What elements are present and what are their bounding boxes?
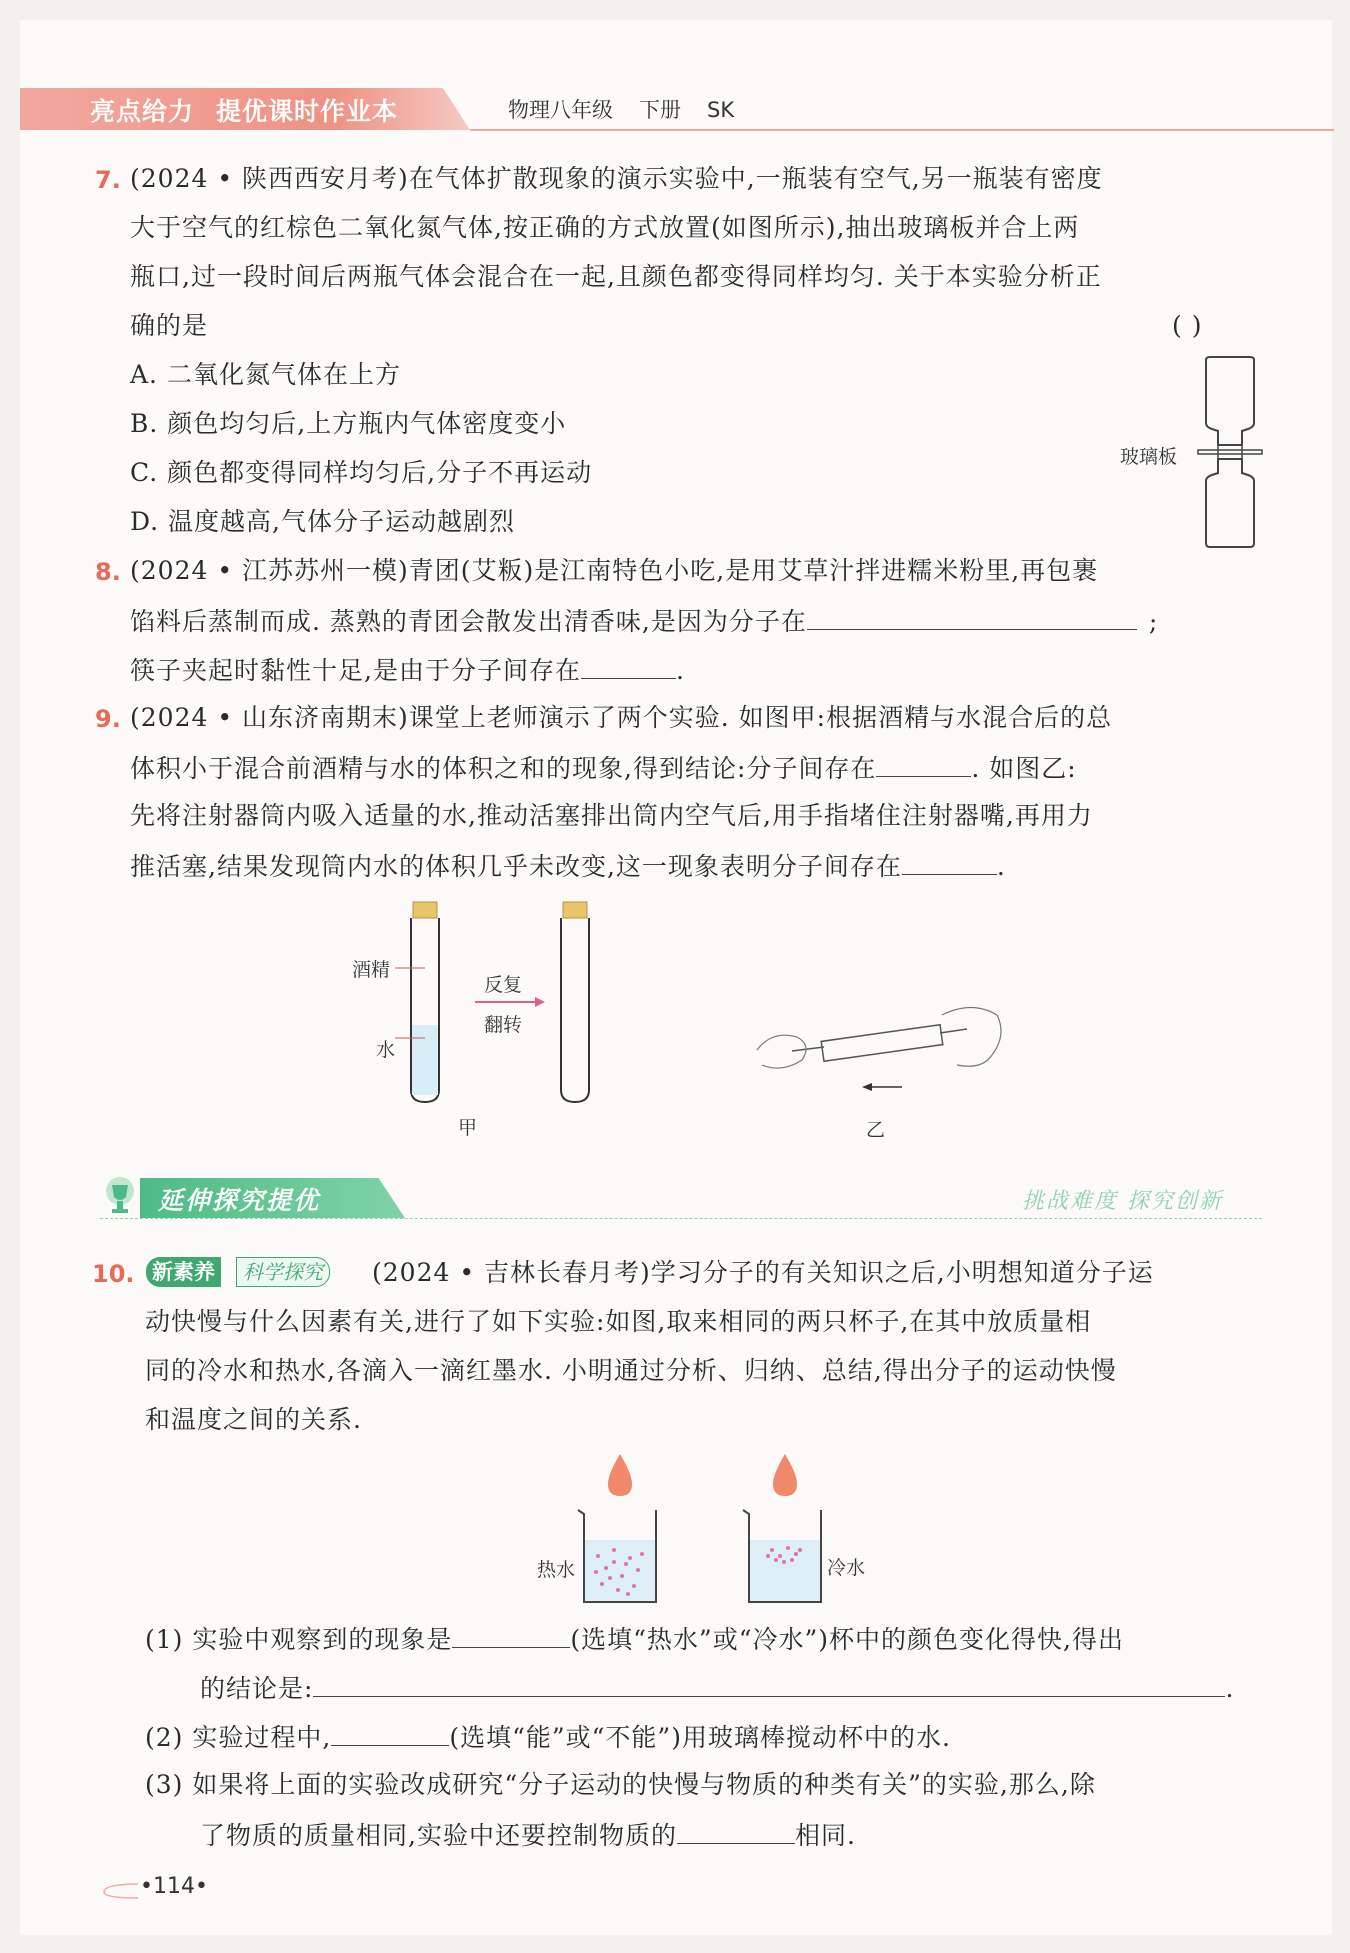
q9-line-3: 先将注射器筒内吸入适量的水,推动活塞排出筒内空气后,用手指堵住注射器嘴,再用力 — [130, 801, 1093, 830]
q10-line-4: 和温度之间的关系. — [145, 1405, 362, 1434]
header-rule — [470, 129, 1334, 131]
cold-water-label: 冷水 — [827, 1557, 866, 1579]
q9-line-4 — [130, 852, 1006, 879]
q7-answer-paren: ( ) — [1172, 311, 1203, 340]
syringe-figure — [752, 995, 1007, 1105]
page-number-ornament — [100, 1880, 140, 1900]
q10-sub1-text-3: 的结论是: — [200, 1674, 314, 1703]
gas-bottles-figure — [1190, 355, 1270, 550]
q10-blank-3[interactable] — [331, 1723, 449, 1746]
hot-water-label: 热水 — [537, 1559, 576, 1581]
q10-sub2-text: (2) 实验过程中, — [145, 1723, 332, 1752]
q7-line-1: (2024 • 陕西西安月考)在气体扩散现象的演示实验中,一瓶装有空气,另一瓶装有密度 — [130, 164, 1103, 193]
q7-option-b[interactable]: B. 颜色均匀后,上方瓶内气体密度变小 — [130, 409, 567, 438]
q10-sub3-end: 相同. — [794, 1821, 856, 1850]
q7-glass-plate-label: 玻璃板 — [1120, 446, 1178, 468]
q7-option-c[interactable]: C. 颜色都变得同样均匀后,分子不再运动 — [130, 458, 593, 487]
q9-line-4-end: . — [996, 852, 1006, 881]
edition: SK — [707, 98, 735, 122]
q10-line-2: 动快慢与什么因素有关,进行了如下实验:如图,取来相同的两只杯子,在其中放质量相 — [145, 1307, 1092, 1336]
q10-sub3-line-1: (3) 如果将上面的实验改成研究“分子运动的快慢与物质的种类有关”的实验,那么,除 — [145, 1770, 1096, 1799]
science-inquiry-tag: 科学探究 — [236, 1257, 330, 1287]
arrow-label-1: 反复 — [484, 974, 523, 996]
q9-line-2-text: 体积小于混合前酒精与水的体积之和的现象,得到结论:分子间存在 — [130, 754, 877, 783]
brand-2: 提优课时作业本 — [216, 97, 399, 126]
q8-line-3 — [130, 656, 685, 683]
q7-option-a[interactable]: A. 二氧化氮气体在上方 — [130, 360, 401, 389]
q7-option-d[interactable]: D. 温度越高,气体分子运动越剧烈 — [130, 507, 515, 536]
q10-blank-4[interactable] — [677, 1821, 795, 1844]
new-literacy-tag: 新素养 — [146, 1257, 221, 1287]
q8-line-3-text: 筷子夹起时黏性十足,是由于分子间存在 — [130, 656, 581, 685]
subject: 物理八年级 — [508, 98, 613, 122]
alcohol-label: 酒精 — [352, 959, 391, 981]
q10-blank-1[interactable] — [452, 1625, 570, 1648]
section-rule — [100, 1218, 1262, 1219]
beakers-figure — [570, 1450, 830, 1610]
q9-line-4-text: 推活塞,结果发现筒内水的体积几乎未改变,这一现象表明分子间存在 — [130, 852, 902, 881]
q10-sub3-line-2 — [200, 1821, 856, 1848]
q8-blank-1[interactable] — [807, 607, 1137, 630]
q9-number: 9. — [95, 705, 121, 733]
q10-number: 10. — [92, 1260, 135, 1288]
q8-line-2 — [130, 607, 1158, 634]
arrow-label-2: 翻转 — [484, 1014, 523, 1036]
q10-sub3-text: 了物质的质量相同,实验中还要控制物质的 — [200, 1821, 677, 1850]
figure-a-label: 甲 — [458, 1117, 478, 1139]
q8-blank-2[interactable] — [581, 656, 676, 679]
section-title: 延伸探究提优 — [158, 1186, 321, 1215]
q10-sub2-text-2: (选填“能”或“不能”)用玻璃棒搅动杯中的水. — [449, 1723, 951, 1752]
q10-sub1-text: (1) 实验中观察到的现象是 — [145, 1625, 453, 1654]
q10-sub1-end: . — [1225, 1674, 1235, 1703]
q8-number: 8. — [95, 558, 121, 586]
q8-line-1: (2024 • 江苏苏州一模)青团(艾粄)是江南特色小吃,是用艾草汁拌进糯米粉里,再包裹 — [130, 556, 1099, 585]
q7-line-4: 确的是 — [130, 311, 209, 340]
page-number: •114• — [140, 1874, 208, 1899]
water-label: 水 — [376, 1039, 396, 1061]
q7-number: 7. — [95, 166, 121, 194]
section-subtitle: 挑战难度 探究创新 — [1022, 1189, 1223, 1214]
q10-line-3: 同的冷水和热水,各滴入一滴红墨水. 小明通过分析、归纳、总结,得出分子的运动快慢 — [145, 1356, 1117, 1385]
q7-line-2: 大于空气的红棕色二氧化氮气体,按正确的方式放置(如图所示),抽出玻璃板并合上两 — [130, 213, 1080, 242]
q9-line-2-end: . 如图乙: — [971, 754, 1077, 783]
trophy-icon — [100, 1175, 140, 1220]
q8-line-2-text: 馅料后蒸制而成. 蒸熟的青团会散发出清香味,是因为分子在 — [130, 607, 807, 636]
q7-line-3: 瓶口,过一段时间后两瓶气体会混合在一起,且颜色都变得同样均匀. 关于本实验分析正 — [130, 262, 1102, 291]
header-brand — [90, 92, 420, 128]
q10-sub1-line-1 — [145, 1625, 1124, 1652]
test-tubes-figure — [395, 900, 615, 1105]
brand-1: 亮点给力 — [90, 97, 195, 126]
q10-sub1-line-2 — [200, 1674, 1234, 1701]
q8-line-3-end: . — [675, 656, 685, 685]
q9-line-1: (2024 • 山东济南期末)课堂上老师演示了两个实验. 如图甲:根据酒精与水混合后的总 — [130, 703, 1113, 732]
header-subject — [508, 94, 760, 124]
q8-line-2-end: ; — [1148, 607, 1159, 636]
q9-line-2 — [130, 754, 1077, 781]
q10-sub2 — [145, 1723, 951, 1750]
q10-blank-2[interactable] — [313, 1674, 1225, 1697]
q9-blank-2[interactable] — [902, 852, 997, 875]
volume: 下册 — [639, 98, 681, 122]
q10-line-1: (2024 • 吉林长春月考)学习分子的有关知识之后,小明想知道分子运 — [372, 1258, 1154, 1287]
figure-b-label: 乙 — [866, 1119, 886, 1141]
q9-blank-1[interactable] — [876, 754, 971, 777]
q10-sub1-text-2: (选填“热水”或“冷水”)杯中的颜色变化得快,得出 — [570, 1625, 1124, 1654]
